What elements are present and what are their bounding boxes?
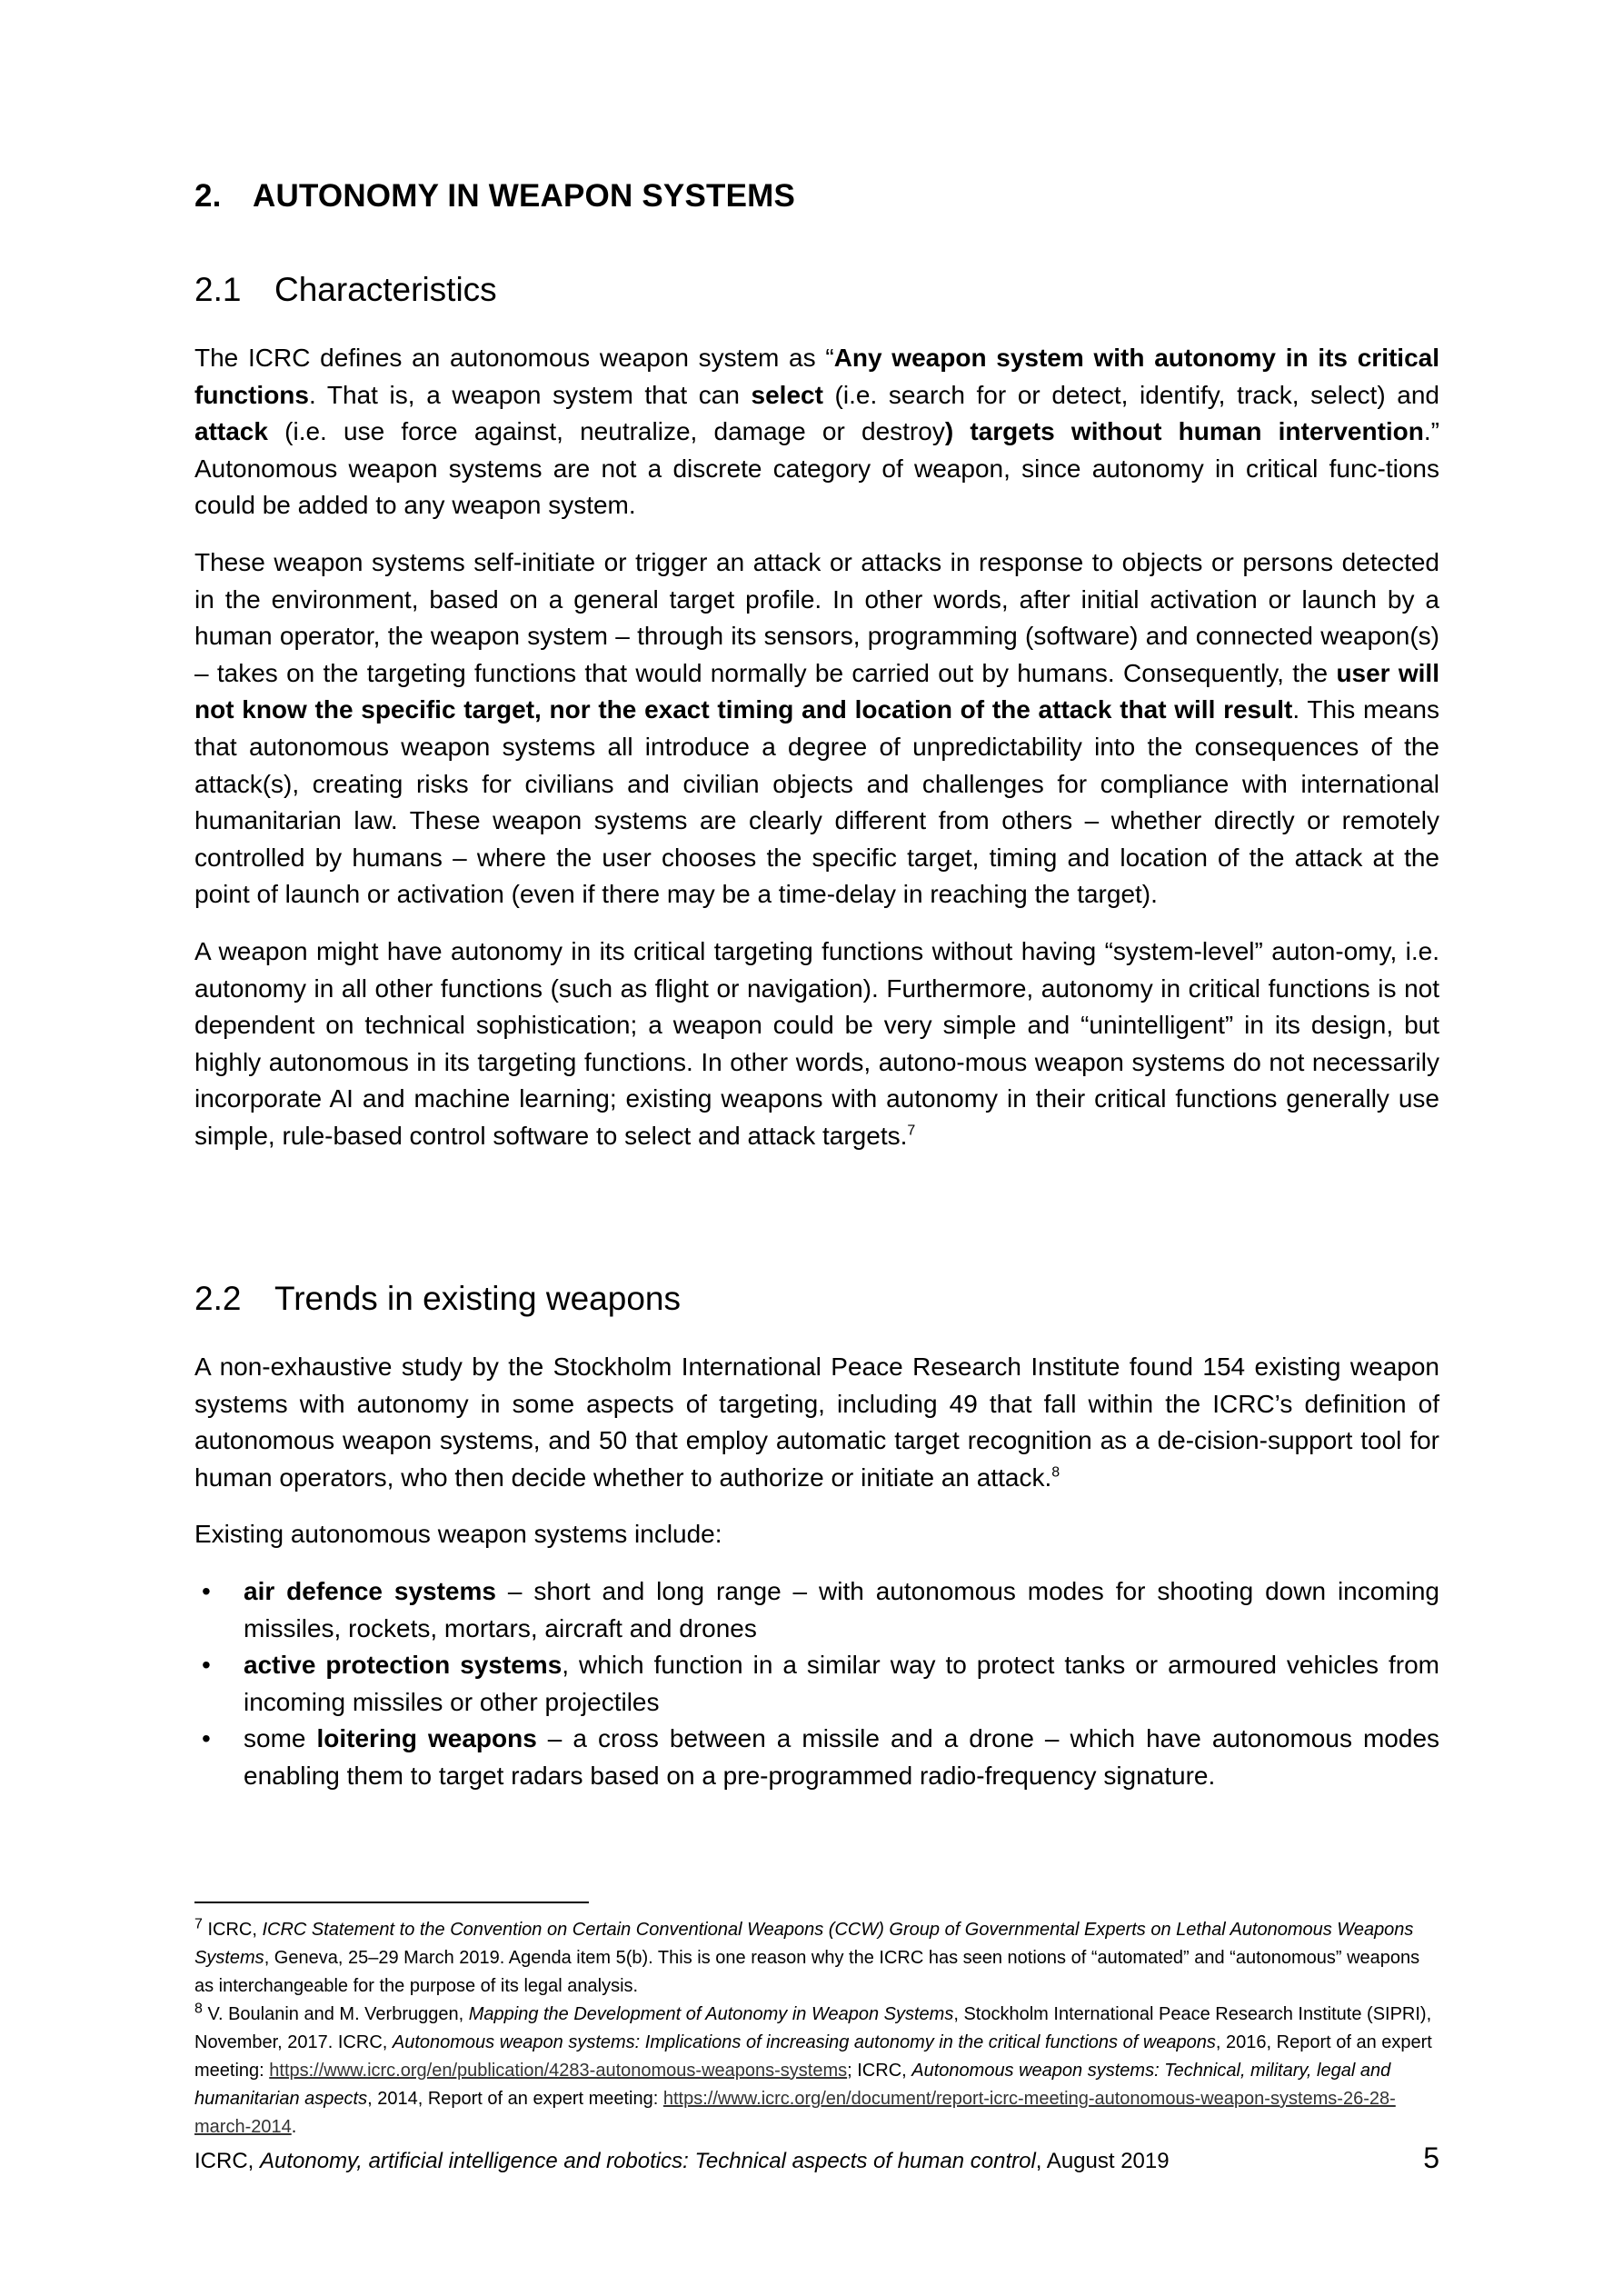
paragraph: Existing autonomous weapon systems include: bbox=[194, 1520, 722, 1549]
subsection-number: 2.1 bbox=[194, 271, 242, 308]
italic-text: ICRC Statement to the Convention on Certain Conventional Weapons (CCW) Group of Governmental Experts on Lethal Autonomous Weapons Systems bbox=[194, 1920, 1414, 1968]
page-number: 5 bbox=[1423, 2141, 1439, 2174]
italic-text: Autonomous weapon systems: Technical, military, legal and humanitarian aspects bbox=[194, 2061, 1391, 2109]
paragraph bbox=[194, 340, 1439, 524]
text-run: . This means that autonomous weapon systems all introduce a degree of unpredictability into the consequences of the attack(s), creating risks for civilians and civilian objects and challenges for compliance with international humanitarian law. These weapon systems are clearly different from others – whether directly or remotely controlled by humans – where the user chooses the specific target, timing and location of the attack at the point of launch or activation (even if there may be a time-delay in reaching the target). bbox=[194, 695, 1439, 909]
trends-body bbox=[194, 1349, 1439, 1795]
bullet-icon: • bbox=[202, 1651, 211, 1680]
text-run: (i.e. use force against, neutralize, damage or destroy bbox=[267, 417, 945, 446]
text-run: – a cross between a missile and a drone – which have autonomous modes enabling them to target radars based on a pre-programmed radio-frequency signature. bbox=[244, 1724, 1440, 1790]
sipri-publication-link[interactable]: https://www.icrc.org/en/publication/4283-autonomous-weapons-systems bbox=[269, 2061, 848, 2081]
bold-text: ) targets without human intervention bbox=[944, 417, 1424, 446]
text-run: A weapon might have autonomy in its critical targeting functions without having “system-level” auton-omy, i.e. autonomy in all other functions (such as flight or navigation). Furthermore, autonomy in critical functions is not dependent on technical sophistication; a weapon could be very simple and “unintelligent” in its design, but highly autonomous in its targeting functions. In other words, autono-mous weapon systems do not necessarily incorporate AI and machine learning; existing weapons with autonomy in their critical functions generally use simple, rule-based control software to select and attack targets. bbox=[194, 936, 1439, 1150]
footer-document-title: Autonomy, artificial intelligence and robotics: Technical aspects of human control bbox=[260, 2149, 1036, 2173]
icrc-meeting-report-link[interactable]: https://www.icrc.org/en/document/report-icrc-meeting-autonomous-weapon-systems-26-28-march-2014 bbox=[194, 2089, 1396, 2137]
text-run: , Geneva, 25–29 March 2019. Agenda item 5(b). This is one reason why the ICRC has seen notions of “automated” and “autonomous” weapons as interchangeable for the purpose of its legal analysis. bbox=[194, 1948, 1420, 1996]
footnote-8 bbox=[194, 2001, 1439, 2141]
section-title: AUTONOMY IN WEAPON SYSTEMS bbox=[253, 178, 796, 214]
footnote-number: 8 bbox=[194, 2001, 203, 2017]
bold-text: air defence systems bbox=[244, 1576, 496, 1605]
text-run: , which function in a similar way to protect tanks or armoured vehicles from incoming missiles or other projectiles bbox=[244, 1651, 1439, 1716]
text-run: The ICRC defines an autonomous weapon system as “ bbox=[194, 344, 834, 372]
text-run: .” Autonomous weapon systems are not a discrete category of weapon, since autonomy in critical func-tions could be added to any weapon system. bbox=[194, 417, 1439, 520]
footnotes bbox=[194, 1916, 1439, 2141]
footnote-divider bbox=[194, 1902, 589, 1903]
text-run: ; ICRC, bbox=[847, 2061, 912, 2081]
text-run: These weapon systems self-initiate or trigger an attack or attacks in response to objects or persons detected in the environment, based on a general target profile. In other words, after initial activation or launch by a human operator, the weapon system – through its sensors, programming (software) and connected weapon(s) – takes on the targeting functions that would normally be carried out by humans. Consequently, the bbox=[194, 547, 1439, 687]
text-run: – short and long range – with autonomous modes for shooting down incoming missiles, rockets, mortars, aircraft and drones bbox=[244, 1576, 1439, 1642]
list-item bbox=[194, 1721, 1439, 1794]
subsection-title: Trends in existing weapons bbox=[274, 1280, 681, 1317]
italic-text: Autonomous weapon systems: Implications of increasing autonomy in the critical functions of weapons bbox=[392, 2032, 1216, 2052]
bold-text: Any weapon system with autonomy in its critical functions bbox=[194, 344, 1439, 409]
bold-text: loitering weapons bbox=[316, 1724, 537, 1753]
bullet-icon: • bbox=[202, 1724, 211, 1753]
footer-text: ICRC, bbox=[194, 2149, 260, 2173]
text-run: (i.e. search for or detect, identify, track, select) and bbox=[822, 380, 1439, 409]
subsection-number: 2.2 bbox=[194, 1280, 242, 1317]
text-run: A non-exhaustive study by the Stockholm International Peace Research Institute found 154 existing weapon systems with autonomy in some aspects of targeting, including 49 that fall within the ICRC’s definition of autonomous weapon systems, and 50 that employ automatic target recognition as a de-cision-support tool for human operators, who then decide whether to authorize or initiate an attack. bbox=[194, 1353, 1439, 1492]
bullet-list bbox=[194, 1573, 1439, 1795]
footnote-ref-8[interactable]: 8 bbox=[1051, 1464, 1060, 1481]
paragraph bbox=[194, 1349, 1439, 1496]
bold-text: select bbox=[751, 380, 823, 409]
bold-text: user will not know the specific target, nor the exact timing and location of the attack that will result bbox=[194, 658, 1439, 724]
text-run: , 2016, Report of an expert meeting: bbox=[194, 2032, 1432, 2081]
list-item bbox=[194, 1573, 1439, 1647]
text-run: , Stockholm International Peace Research Institute (SIPRI), November, 2017. ICRC, bbox=[194, 2004, 1432, 2052]
text-run: V. Boulanin and M. Verbruggen, bbox=[202, 2004, 469, 2024]
footnote-7 bbox=[194, 1916, 1439, 2001]
bullet-icon: • bbox=[202, 1576, 211, 1605]
subsection-title: Characteristics bbox=[274, 271, 497, 308]
text-run: , 2014, Report of an expert meeting: bbox=[367, 2089, 663, 2109]
section-number: 2. bbox=[194, 178, 222, 214]
subsection-heading-characteristics bbox=[194, 271, 497, 309]
footer-date: , August 2019 bbox=[1035, 2149, 1170, 2173]
list-item bbox=[194, 1647, 1439, 1721]
text-run: ICRC, bbox=[202, 1920, 263, 1940]
bold-text: active protection systems bbox=[244, 1651, 563, 1680]
paragraph bbox=[194, 933, 1439, 1155]
characteristics-body bbox=[194, 340, 1439, 1174]
paragraph bbox=[194, 544, 1439, 913]
text-run: . bbox=[291, 2117, 297, 2137]
subsection-heading-trends bbox=[194, 1280, 681, 1318]
text-run: some bbox=[244, 1724, 317, 1753]
section-heading bbox=[194, 178, 795, 215]
footnote-ref-7[interactable]: 7 bbox=[907, 1123, 916, 1139]
bold-text: attack bbox=[194, 417, 268, 446]
footnote-number: 7 bbox=[194, 1916, 203, 1932]
page-footer bbox=[194, 2141, 1439, 2175]
text-run: . That is, a weapon system that can bbox=[309, 380, 752, 409]
italic-text: Mapping the Development of Autonomy in Weapon Systems bbox=[468, 2004, 954, 2024]
